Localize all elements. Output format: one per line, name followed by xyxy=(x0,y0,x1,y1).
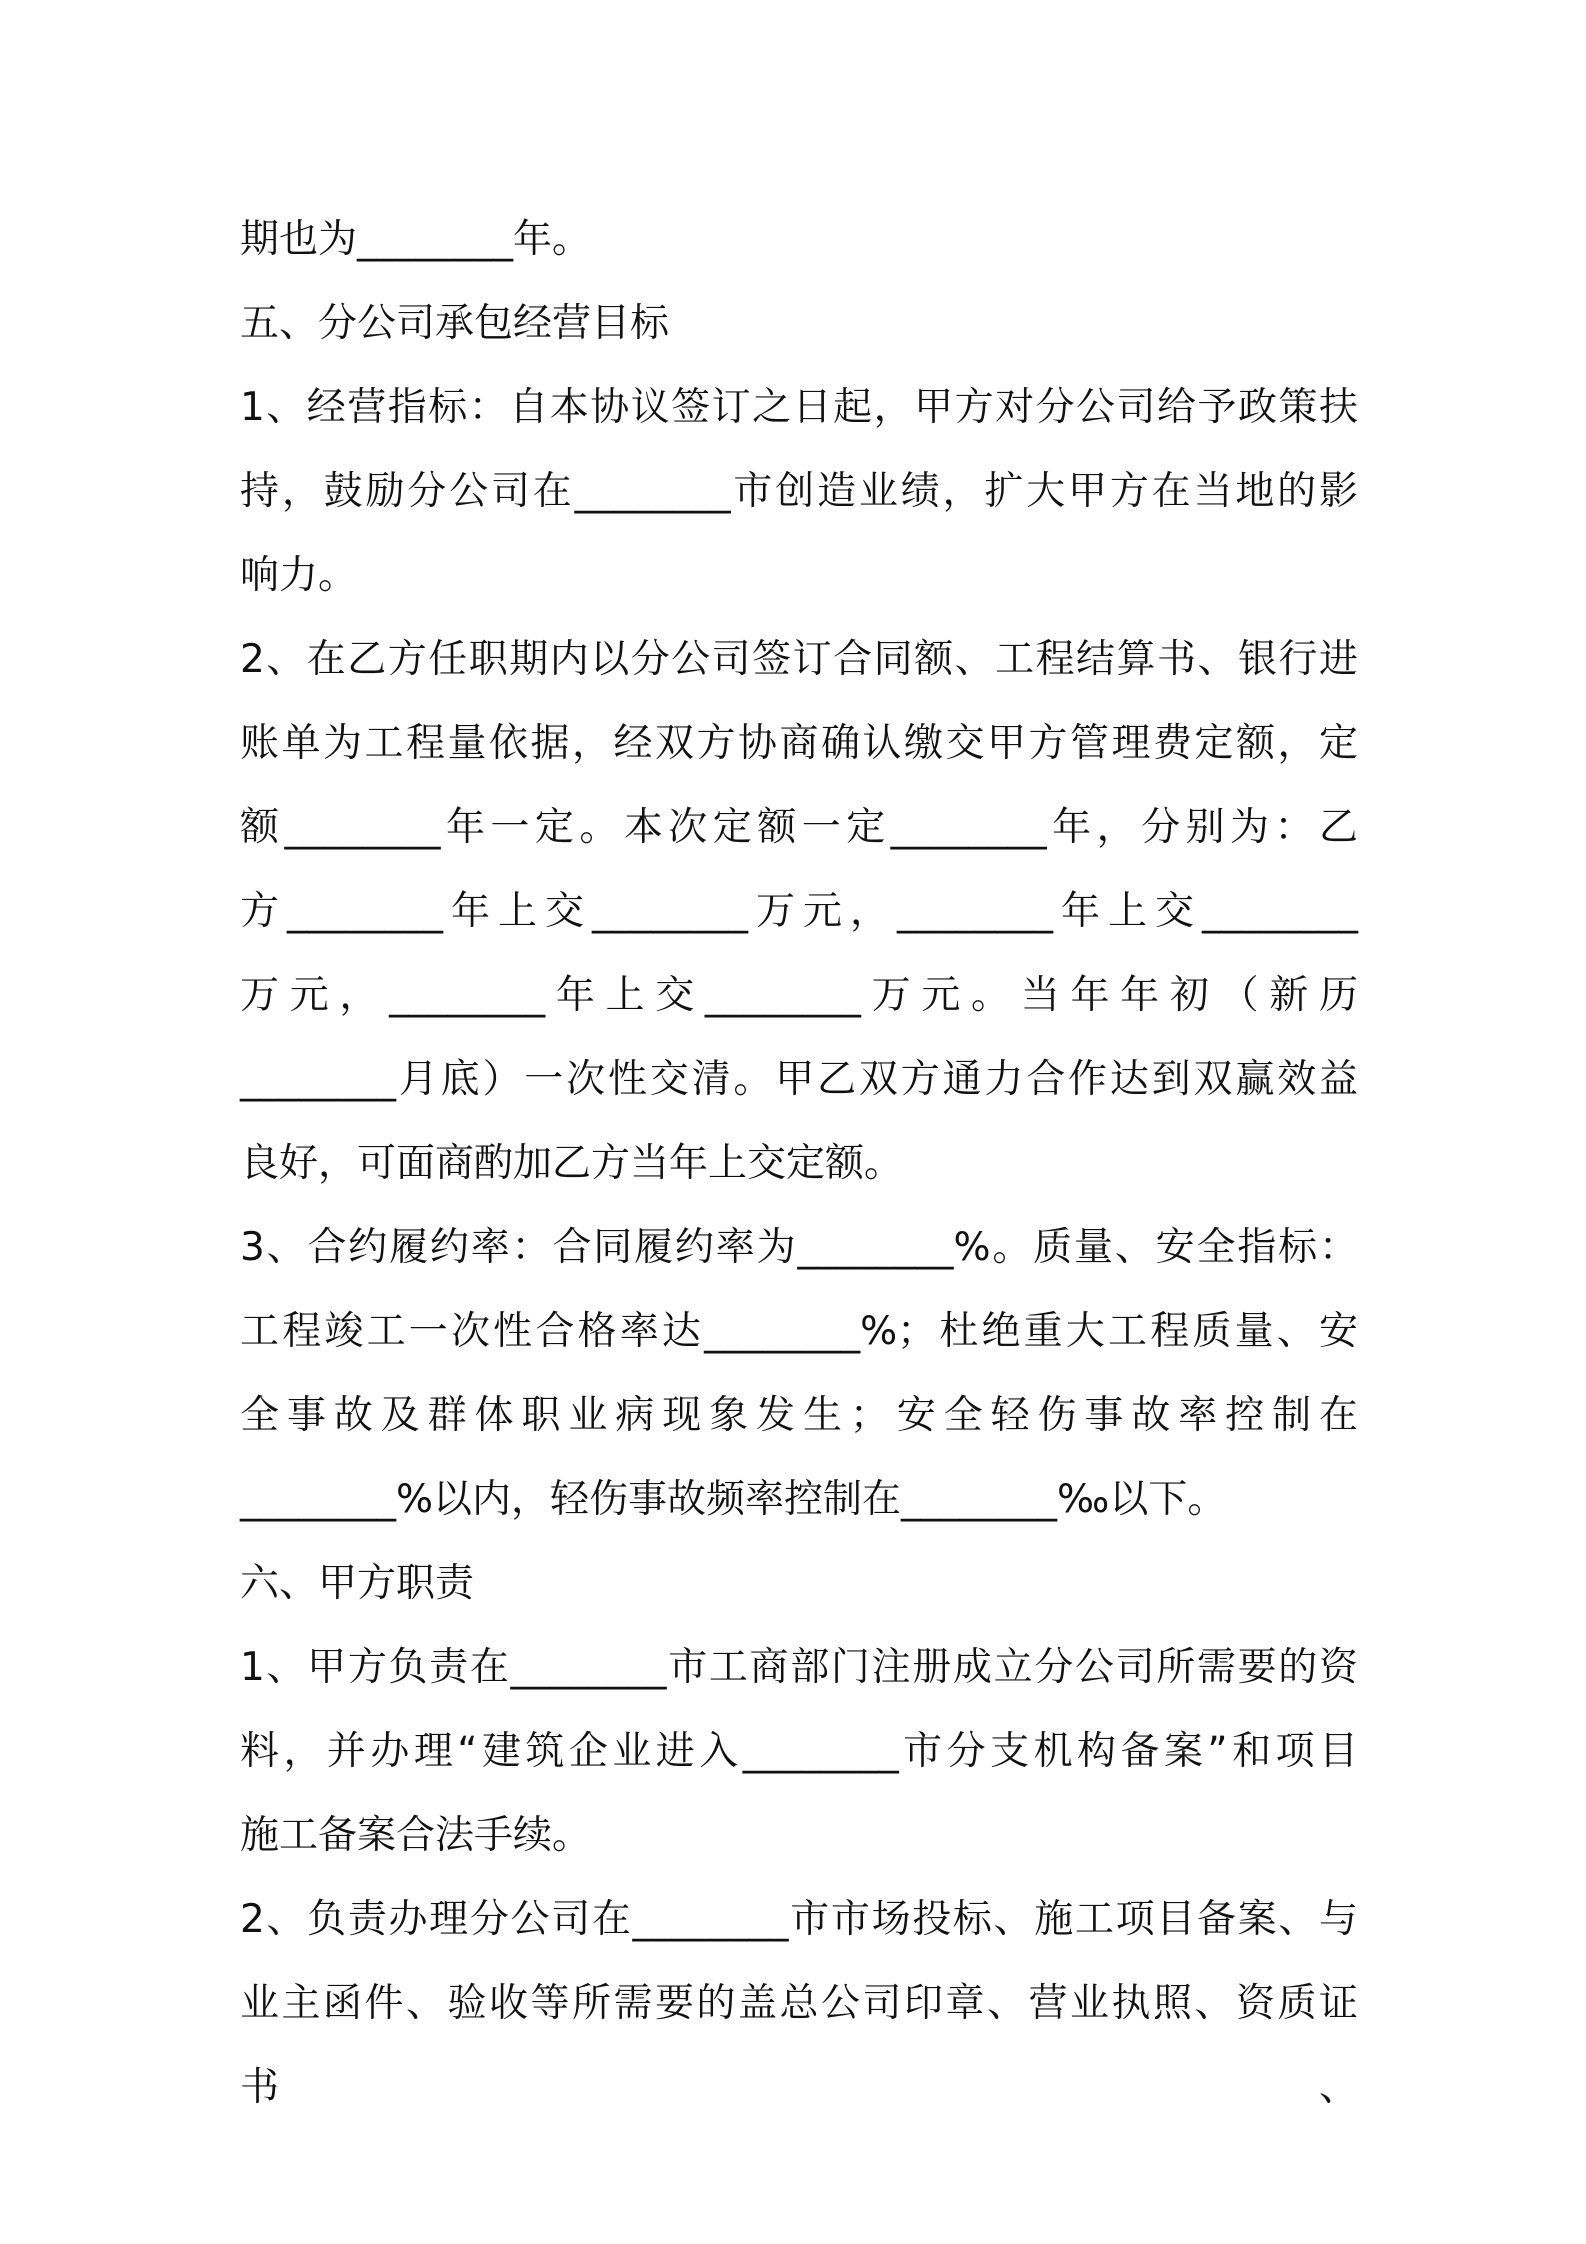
section-heading-5: 五、分公司承包经营目标 xyxy=(240,301,670,346)
text-line: ________%以内，轻伤事故频率控制在________‰以下。 xyxy=(240,1477,1227,1522)
text-line: 期也为________年。 xyxy=(240,217,592,262)
text-line: ________月底）一次性交清。甲乙双方通力合作达到双赢效益 xyxy=(240,1057,1358,1102)
text-line: 2、负责办理分公司在________市市场投标、施工项目备案、与 xyxy=(240,1897,1358,1942)
document-body xyxy=(240,198,1358,2110)
text-line: 账单为工程量依据，经双方协商确认缴交甲方管理费定额，定 xyxy=(240,721,1358,766)
text-line: 额________年一定。本次定额一定________年，分别为：乙 xyxy=(240,805,1358,850)
text-line: 全事故及群体职业病现象发生；安全轻伤事故率控制在 xyxy=(240,1393,1358,1438)
text-line: 持，鼓励分公司在________市创造业绩，扩大甲方在当地的影 xyxy=(240,469,1358,514)
section-heading-6: 六、甲方职责 xyxy=(240,1561,475,1606)
text-line: 2、在乙方任职期内以分公司签订合同额、工程结算书、银行进 xyxy=(240,637,1358,682)
text-line: 业主函件、验收等所需要的盖总公司印章、营业执照、资质证书、 xyxy=(240,1981,1358,2110)
text-line: 3、合约履约率：合同履约率为________%。质量、安全指标： xyxy=(240,1225,1358,1270)
text-line: 料，并办理“建筑企业进入________市分支机构备案”和项目 xyxy=(240,1729,1358,1774)
text-line: 响力。 xyxy=(240,553,358,598)
text-line: 良好，可面商酌加乙方当年上交定额。 xyxy=(240,1141,904,1186)
text-line: 工程竣工一次性合格率达________%；杜绝重大工程质量、安 xyxy=(240,1309,1358,1354)
text-line: 施工备案合法手续。 xyxy=(240,1813,592,1858)
text-line: 方________年上交________万元，________年上交________ xyxy=(240,889,1358,934)
text-line: 1、甲方负责在________市工商部门注册成立分公司所需要的资 xyxy=(240,1645,1358,1690)
text-line: 1、经营指标：自本协议签订之日起，甲方对分公司给予政策扶 xyxy=(240,385,1358,430)
text-line: 万元，________年上交________万元。当年年初（新历 xyxy=(240,973,1358,1018)
